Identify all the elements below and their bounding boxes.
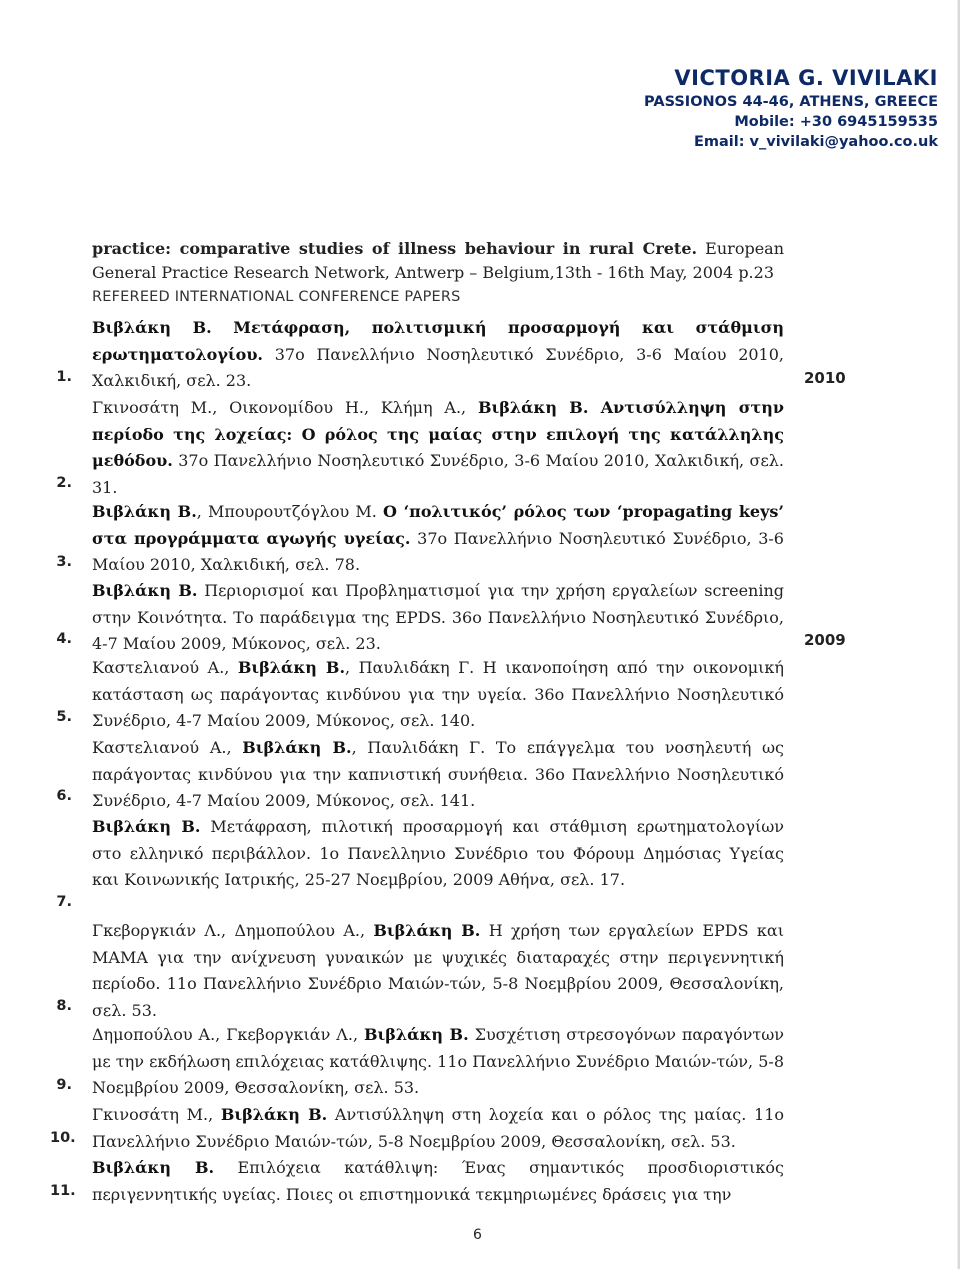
intro-rest: European General Practice Research Network, Antwerp – Belgium,13th - 16th May, 2004 p.23 bbox=[92, 239, 785, 282]
entry-number: 2. bbox=[56, 475, 72, 491]
author-address: PASSIONOS 44-46, ATHENS, GREECE bbox=[644, 94, 938, 110]
entry-bold: Βιβλάκη Β. bbox=[92, 581, 198, 600]
entry-number: 6. bbox=[56, 788, 72, 804]
author-email: Email: v_vivilaki@yahoo.co.uk bbox=[693, 134, 938, 150]
entry-number: 10. bbox=[50, 1130, 76, 1146]
intro-paragraph bbox=[92, 237, 784, 285]
cv-header bbox=[644, 64, 938, 152]
entry-authors: Γκινοσάτη Μ., Οικονομίδου Η., Κλήμη Α., bbox=[92, 398, 478, 417]
year-label-2009: 2009 bbox=[804, 631, 846, 649]
entry-rest: Η χρήση των εργαλείων EPDS και MAMA για την ανίχνευση γυναικών με ψυχικές διαταραχές στην περιγεννητική περίοδο. 11ο Πανελλήνιο Συνέδριο Μαιών-τών, 5-8 Νοεμβρίου 2009, Θεσσαλονίκη, σελ. 53. bbox=[92, 921, 784, 1020]
entry-rest: Μετάφραση, πιλοτική προσαρμογή και στάθμιση ερωτηματολογίων στο ελληνικό περιβάλλον. 1ο Πανελληνιο Συνέδριο του Φόρουμ Δημόσιας Υγείας και Κοινωνικής Ιατρικής, 25-27 Νοεμβρίου, 2009 Αθήνα, σελ. 17. bbox=[92, 817, 784, 889]
list-item bbox=[92, 1022, 784, 1102]
entry-rest: Συσχέτιση στρεσογόνων παραγόντων με την εκδήλωση επιλόχειας κατάθλιψης. 11ο Πανελλήνιο Συνέδριο Μαιών-τών, 5-8 Νοεμβρίου 2009, Θεσσαλονίκη, σελ. 53. bbox=[92, 1025, 784, 1097]
entry-authors: , Μπουρουτζόγλου Μ. bbox=[196, 502, 384, 521]
page-number: 6 bbox=[473, 1227, 482, 1243]
author-name: VICTORIA G. VIVILAKI bbox=[674, 66, 938, 90]
entry-number: 7. bbox=[56, 894, 72, 910]
entry-number: 11. bbox=[50, 1183, 76, 1199]
entry-bold: Βιβλάκη Β. bbox=[242, 738, 352, 757]
list-item bbox=[92, 918, 784, 1024]
list-item bbox=[92, 735, 784, 815]
list-item bbox=[92, 395, 784, 501]
entry-rest: 37ο Πανελλήνιο Νοσηλευτικό Συνέδριο, 3-6 Μαίου 2010, Χαλκιδική, σελ. 78. bbox=[92, 528, 784, 574]
list-item bbox=[92, 1102, 784, 1155]
list-item bbox=[92, 655, 784, 735]
entry-authors: Γκινοσάτη Μ., bbox=[92, 1105, 221, 1124]
entry-rest: , Παυλιδάκη Γ. Η ικανοποίηση από την οικονομική κατάσταση ως παράγοντας κινδύνου για την υγεία. 36ο Πανελλήνιο Νοσηλευτικό Συνέδριο, 4-7 Μαίου 2009, Μύκονος, σελ. 140. bbox=[92, 658, 784, 730]
entry-rest: Αντισύλληψη στη λοχεία και ο ρόλος της μαίας. 11ο Πανελλήνιο Συνέδριο Μαιών-τών, 5-8 Νοεμβρίου 2009, Θεσσαλονίκη, σελ. 53. bbox=[92, 1105, 785, 1151]
entry-authors: Καστελιανού Α., bbox=[92, 738, 243, 757]
entry-rest: 37ο Πανελλήνιο Νοσηλευτικό Συνέδριο, 3-6 Μαίου 2010, Χαλκιδική, σελ. 23. bbox=[92, 344, 784, 390]
entry-bold-title: Ο ‘πολιτικός’ ρόλος των ‘propagating keys’ στα προγράμματα αγωγής υγείας. bbox=[92, 502, 784, 548]
author-mobile: Mobile: +30 6945159535 bbox=[734, 114, 938, 130]
entry-authors: Γκεβοργκιάν Λ., Δημοπούλου Α., bbox=[92, 921, 374, 940]
list-item bbox=[92, 499, 784, 579]
entry-bold: Βιβλάκη Β. bbox=[237, 658, 346, 677]
intro-bold: practice: comparative studies of illness behaviour in rural Crete. bbox=[92, 239, 698, 258]
list-item bbox=[92, 578, 784, 658]
entry-number: 8. bbox=[56, 998, 72, 1014]
entry-authors: Δημοπούλου Α., Γκεβοργκιάν Λ., bbox=[92, 1025, 365, 1044]
year-label-2010: 2010 bbox=[804, 369, 846, 387]
entry-bold: Βιβλάκη Β. bbox=[373, 921, 481, 940]
entry-rest: , Παυλιδάκη Γ. Το επάγγελμα του νοσηλευτή ως παράγοντας κινδύνου για την καπνιστική συνήθεια. 36ο Πανελλήνιο Νοσηλευτικό Συνέδριο, 4-7 Μαίου 2009, Μύκονος, σελ. 141. bbox=[92, 738, 784, 810]
entry-rest: 37ο Πανελλήνιο Νοσηλευτικό Συνέδριο, 3-6 Μαίου 2010, Χαλκιδική, σελ. 31. bbox=[92, 451, 784, 497]
entry-rest: Επιλόχεια κατάθλιψη: Ένας σημαντικός προσδιοριστικός περιγεννητικής υγείας. Ποιες οι επιστημονικά τεκμηριωμένες δράσεις για την bbox=[92, 1158, 784, 1204]
entry-bold: Βιβλάκη Β. bbox=[92, 502, 197, 521]
entry-number: 4. bbox=[56, 631, 72, 647]
entry-number: 5. bbox=[56, 709, 72, 725]
list-item bbox=[92, 315, 784, 395]
entry-bold: Βιβλάκη Β. bbox=[364, 1025, 469, 1044]
entry-number: 9. bbox=[56, 1077, 72, 1093]
entry-bold: Βιβλάκη Β. bbox=[92, 817, 201, 836]
entry-bold: Βιβλάκη Β. Μετάφραση, πολιτισμική προσαρμογή και στάθμιση ερωτηματολογίου. bbox=[92, 318, 784, 364]
entry-authors: Καστελιανού Α., bbox=[92, 658, 238, 677]
entry-rest: Περιορισμοί και Προβληματισμοί για την χρήση εργαλείων screening στην Κοινότητα. Το παράδειγμα της EPDS. 36ο Πανελλήνιο Νοσηλευτικό Συνέδριο, 4-7 Μαίου 2009, Μύκονος, σελ. 23. bbox=[92, 581, 785, 653]
entry-bold: Βιβλάκη Β. bbox=[92, 1158, 215, 1177]
entry-number: 1. bbox=[56, 369, 72, 385]
list-item bbox=[92, 814, 784, 894]
entry-bold: Βιβλάκη Β. bbox=[220, 1105, 328, 1124]
entry-number: 3. bbox=[56, 554, 72, 570]
section-title: REFEREED INTERNATIONAL CONFERENCE PAPERS bbox=[92, 289, 461, 305]
list-item bbox=[92, 1155, 784, 1208]
entry-bold: Βιβλάκη Β. Αντισύλληψη στην περίοδο της λοχείας: Ο ρόλος της μαίας στην επιλογή της κατάλληλης μεθόδου. bbox=[92, 398, 784, 470]
